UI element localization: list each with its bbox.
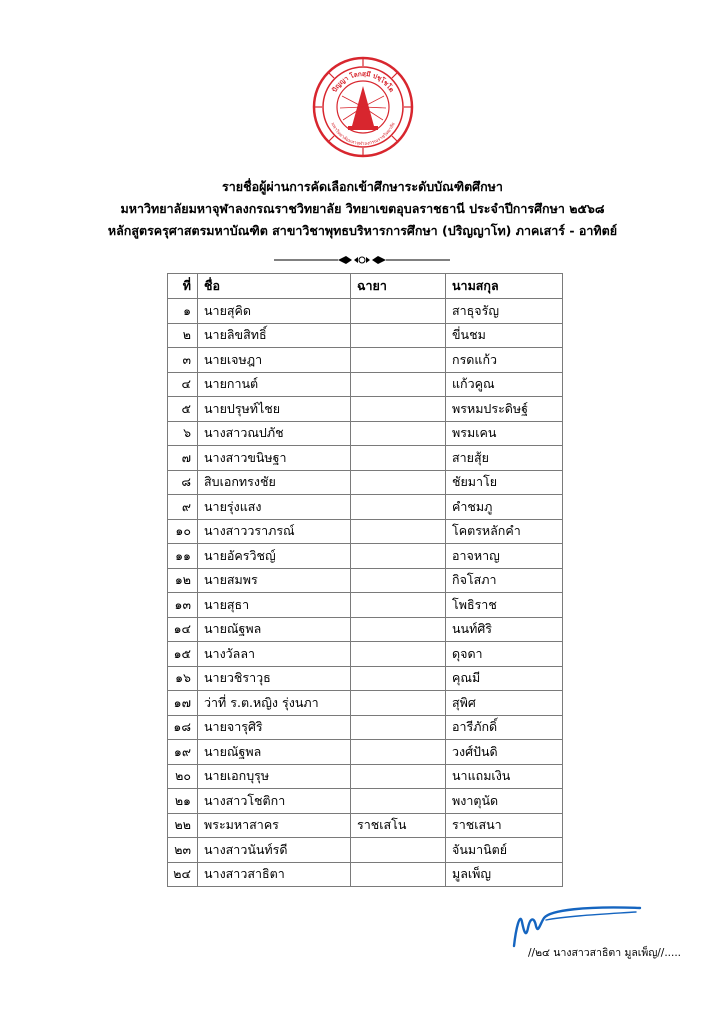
cell-name: นางสาวขนิษฐา <box>198 446 351 471</box>
cell-name: พระมหาสาคร <box>198 813 351 838</box>
cell-no: ๑๗ <box>168 691 198 716</box>
cell-chaya <box>351 593 446 618</box>
cell-chaya <box>351 299 446 324</box>
cell-chaya <box>351 838 446 863</box>
table-row <box>168 642 563 667</box>
table-row <box>168 372 563 397</box>
cell-surname: ขี่นชม <box>446 323 563 348</box>
cell-surname: วงศ์ปันดิ <box>446 740 563 765</box>
cell-name: นายวชิราวุธ <box>198 666 351 691</box>
table-row <box>168 838 563 863</box>
cell-chaya <box>351 862 446 887</box>
candidate-table <box>167 273 563 887</box>
column-header-no: ที่ <box>168 274 198 299</box>
cell-name: นายเจษฎา <box>198 348 351 373</box>
cell-no: ๖ <box>168 421 198 446</box>
cell-surname: แก้วคูณ <box>446 372 563 397</box>
table-row <box>168 397 563 422</box>
university-seal-logo <box>312 56 414 158</box>
cell-surname: จันมานิตย์ <box>446 838 563 863</box>
cell-no: ๑๕ <box>168 642 198 667</box>
cell-surname: สายสุ้ย <box>446 446 563 471</box>
cell-chaya <box>351 372 446 397</box>
table-row <box>168 299 563 324</box>
cell-chaya <box>351 348 446 373</box>
table-header-row <box>168 274 563 299</box>
table-row <box>168 862 563 887</box>
table-row <box>168 519 563 544</box>
table-row <box>168 446 563 471</box>
table-row <box>168 691 563 716</box>
cell-chaya <box>351 568 446 593</box>
cell-no: ๕ <box>168 397 198 422</box>
cell-no: ๑๖ <box>168 666 198 691</box>
cell-chaya: ราชเสโน <box>351 813 446 838</box>
cell-name: นางสาววราภรณ์ <box>198 519 351 544</box>
cell-chaya <box>351 495 446 520</box>
cell-surname: นนท์ศิริ <box>446 617 563 642</box>
cell-no: ๒ <box>168 323 198 348</box>
cell-chaya <box>351 740 446 765</box>
cell-name: นายรุ่งแสง <box>198 495 351 520</box>
cell-no: ๑๓ <box>168 593 198 618</box>
cell-surname: ชัยมาโย <box>446 470 563 495</box>
cell-chaya <box>351 617 446 642</box>
cell-surname: คุณมี <box>446 666 563 691</box>
table-row <box>168 764 563 789</box>
column-header-name: ชื่อ <box>198 274 351 299</box>
cell-name: ว่าที่ ร.ต.หญิง รุ่งนภา <box>198 691 351 716</box>
seal-bottom-text: มหาวิทยาลัยมหาจุฬาลงกรณราชวิทยาลัย <box>329 122 397 148</box>
cell-no: ๘ <box>168 470 198 495</box>
cell-name: นายสุคิด <box>198 299 351 324</box>
cell-no: ๓ <box>168 348 198 373</box>
cell-surname: กิจโสภา <box>446 568 563 593</box>
cell-no: ๑๙ <box>168 740 198 765</box>
cell-name: นายอัครวิชญ์ <box>198 544 351 569</box>
table-row <box>168 495 563 520</box>
cell-surname: โพธิราช <box>446 593 563 618</box>
table-row <box>168 715 563 740</box>
table-row <box>168 813 563 838</box>
cell-surname: มูลเพ็ญ <box>446 862 563 887</box>
cell-chaya <box>351 666 446 691</box>
cell-name: นางสาวสาธิตา <box>198 862 351 887</box>
cell-name: นางวัลลา <box>198 642 351 667</box>
cell-surname: อารีภักดิ์ <box>446 715 563 740</box>
cell-name: นายณัฐพล <box>198 740 351 765</box>
cell-chaya <box>351 691 446 716</box>
cell-no: ๑๒ <box>168 568 198 593</box>
table-row <box>168 323 563 348</box>
cell-name: นางสาวณปภัช <box>198 421 351 446</box>
cell-no: ๒๓ <box>168 838 198 863</box>
footnote-text: //๒๔ นางสาวสาธิตา มูลเพ็ญ//..... <box>528 947 682 959</box>
cell-chaya <box>351 519 446 544</box>
cell-name: นายลิขสิทธิ์ <box>198 323 351 348</box>
cell-no: ๙ <box>168 495 198 520</box>
seal-top-text: ปัญญา โลกสฺมึ ปชฺโชโต <box>330 69 396 94</box>
cell-no: ๑๑ <box>168 544 198 569</box>
cell-surname: คำชมภู <box>446 495 563 520</box>
table-row <box>168 593 563 618</box>
cell-surname: โคตรหลักคำ <box>446 519 563 544</box>
cell-name: นางสาวนันท์รดี <box>198 838 351 863</box>
cell-chaya <box>351 470 446 495</box>
cell-chaya <box>351 421 446 446</box>
cell-name: นายสมพร <box>198 568 351 593</box>
cell-chaya <box>351 446 446 471</box>
cell-no: ๒๑ <box>168 789 198 814</box>
cell-no: ๑๘ <box>168 715 198 740</box>
cell-chaya <box>351 397 446 422</box>
cell-surname: กรดแก้ว <box>446 348 563 373</box>
table-row <box>168 617 563 642</box>
header-program-line: หลักสูตรครุศาสตรมหาบัณฑิต สาขาวิชาพุทธบริหารการศึกษา (ปริญญาโท) ภาคเสาร์ - อาทิตย์ <box>107 223 618 238</box>
decorative-divider <box>272 253 452 267</box>
cell-surname: อาจหาญ <box>446 544 563 569</box>
cell-surname: พงาตุนัด <box>446 789 563 814</box>
cell-surname: พรมเคน <box>446 421 563 446</box>
table-row <box>168 740 563 765</box>
table-row <box>168 544 563 569</box>
cell-surname: สาธุจรัญ <box>446 299 563 324</box>
table-row <box>168 470 563 495</box>
cell-surname: สุพิศ <box>446 691 563 716</box>
table-row <box>168 421 563 446</box>
cell-name: นายกานต์ <box>198 372 351 397</box>
header-title-line: รายชื่อผู้ผ่านการคัดเลือกเข้าศึกษาระดับบัณฑิตศึกษา <box>222 179 503 194</box>
cell-name: สิบเอกทรงชัย <box>198 470 351 495</box>
table-row <box>168 789 563 814</box>
cell-no: ๒๔ <box>168 862 198 887</box>
cell-chaya <box>351 764 446 789</box>
cell-name: นายณัฐพล <box>198 617 351 642</box>
column-header-surname: นามสกุล <box>446 274 563 299</box>
column-header-chaya: ฉายา <box>351 274 446 299</box>
cell-no: ๗ <box>168 446 198 471</box>
cell-chaya <box>351 544 446 569</box>
cell-no: ๔ <box>168 372 198 397</box>
cell-no: ๒๒ <box>168 813 198 838</box>
cell-chaya <box>351 642 446 667</box>
table-row <box>168 666 563 691</box>
table-row <box>168 568 563 593</box>
cell-chaya <box>351 323 446 348</box>
cell-no: ๒๐ <box>168 764 198 789</box>
table-row <box>168 348 563 373</box>
header-university-line: มหาวิทยาลัยมหาจุฬาลงกรณราชวิทยาลัย วิทยาเขตอุบลราชธานี ประจำปีการศึกษา ๒๕๖๘ <box>120 201 605 216</box>
cell-no: ๑๔ <box>168 617 198 642</box>
cell-no: ๑ <box>168 299 198 324</box>
cell-surname: พรหมประดิษฐ์ <box>446 397 563 422</box>
document-header <box>0 176 725 242</box>
cell-surname: ดุจดา <box>446 642 563 667</box>
cell-no: ๑๐ <box>168 519 198 544</box>
cell-name: นายจารุศิริ <box>198 715 351 740</box>
cell-name: นายเอกบุรุษ <box>198 764 351 789</box>
cell-surname: ราชเสนา <box>446 813 563 838</box>
cell-chaya <box>351 789 446 814</box>
cell-surname: นาแถมเงิน <box>446 764 563 789</box>
cell-name: นายปรุษท์ไชย <box>198 397 351 422</box>
cell-chaya <box>351 715 446 740</box>
cell-name: นางสาวโชติกา <box>198 789 351 814</box>
cell-name: นายสุธา <box>198 593 351 618</box>
